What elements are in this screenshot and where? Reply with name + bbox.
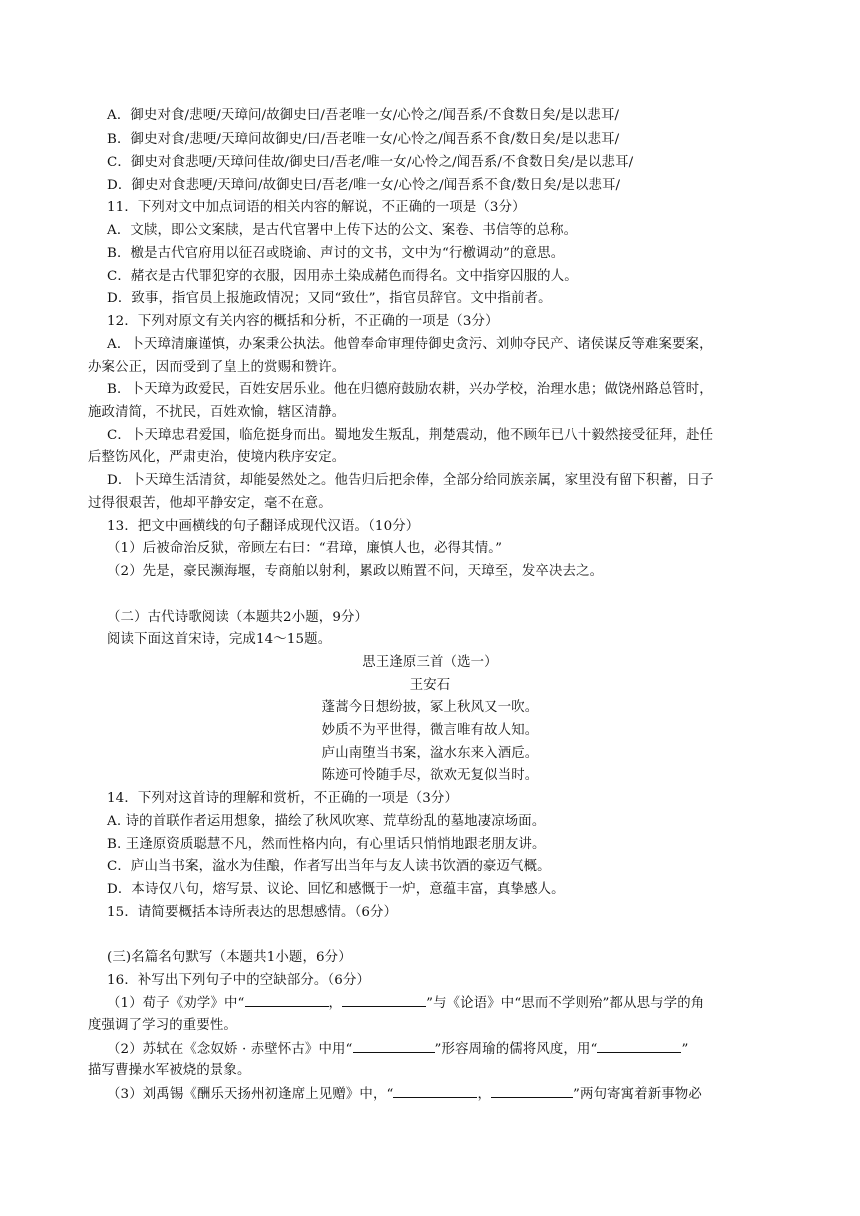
q10-option-a: A．御史对食/悲哽/天璋问/故御史曰/吾老唯一女/心怜之/闻吾系/不食数日矣/是以悲耳/ [107, 108, 620, 123]
q14-option-c: C．庐山当书案，湓水为佳酿，作者写出当年与友人读书饮酒的豪迈气概。 [107, 859, 551, 874]
q14-option-b: B. 王逢原资质聪慧不凡，然而性格内向，有心里话只悄悄地跟老朋友讲。 [107, 837, 546, 852]
fill-blank[interactable] [393, 1085, 477, 1098]
q10-option-b: B．御史对食/悲哽/天璋问故御史/曰/吾老唯一女/心怜之/闻吾系不食/数日矣/是以悲耳/ [107, 132, 620, 147]
poem-line-1: 蓬蒿今日想纷披，冢上秋风又一吹。 [321, 700, 539, 715]
q16-part2-text-a: （2）苏轼在《念奴娇 · 赤壁怀古》中用“ [107, 1042, 353, 1057]
fill-blank[interactable] [597, 1040, 681, 1053]
q10-option-c: C．御史对食悲哽/天璋问佳故/御史曰/吾老/唯一女/心怜之/闻吾系/不食数日矣/是以悲耳/ [107, 155, 634, 170]
q11-option-d: D．致事，指官员上报施政情况；又同“致仕”，指官员辞官。文中指前者。 [107, 291, 552, 306]
q16-part2-line2: 描写曹操水军被烧的景象。 [88, 1063, 251, 1078]
fill-blank[interactable] [245, 994, 329, 1007]
q12-option-b-line2: 施政清简，不扰民，百姓欢愉，辖区清静。 [88, 405, 346, 420]
q16-part2-text-c: ” [681, 1042, 689, 1057]
q10-option-d: D．御史对食悲哽/天璋问/故御史曰/吾老/唯一女/心怜之/闻吾系不食/数日矣/是以悲耳/ [107, 178, 621, 193]
fill-blank[interactable] [353, 1040, 435, 1053]
q16-part1-line1 [107, 994, 704, 1012]
q16-part3-line1 [107, 1085, 702, 1103]
q16-part1-line2: 度强调了学习的重要性。 [88, 1018, 237, 1033]
q16-part1-text-a: （1）荀子《劝学》中“ [107, 996, 245, 1011]
q12-option-c-line2: 后整饬风化，严肃吏治，使境内秩序安定。 [88, 450, 346, 465]
poem-line-2: 妙质不为平世得，微言唯有故人知。 [321, 723, 539, 738]
q14-stem: 14．下列对这首诗的理解和赏析，不正确的一项是（3分） [107, 791, 458, 806]
q16-part2-line1 [107, 1040, 688, 1058]
q12-option-d-line2: 过得很艰苦，他却平静安定，毫不在意。 [88, 496, 332, 511]
q16-part2-text-b: ”形容周瑜的儒将风度，用“ [434, 1042, 598, 1057]
q16-part3-comma: ， [477, 1087, 492, 1102]
q12-option-a-line1: A．卜天璋清廉谨慎，办案秉公执法。他曾奉命审理侍御史贪污、刘帅夺民产、诸侯谋反等难案要案， [107, 337, 713, 352]
poem-title: 思王逢原三首（选一） [362, 655, 498, 670]
q12-option-a-line2: 办案公正，因而受到了皇上的赏赐和赞许。 [88, 360, 346, 375]
q12-option-c-line1: C．卜天璋忠君爱国，临危挺身而出。蜀地发生叛乱，荆楚震动，他不顾年已八十毅然接受征拜，赴任 [107, 428, 714, 443]
section3-heading: (三)名篇名句默写（本题共1小题，6分） [107, 950, 352, 965]
q13-sentence-2: （2）先是，豪民濒海堰，专商舶以射利，累政以贿置不问，天璋至，发卒决去之。 [107, 564, 604, 579]
q16-stem: 16．补写出下列句子中的空缺部分。（6分） [107, 973, 371, 988]
q16-part3-text-b: ”两句寄寓着新事物必 [573, 1087, 702, 1102]
fill-blank[interactable] [491, 1085, 573, 1098]
q12-option-b-line1: B．卜天璋为政爱民，百姓安居乐业。他在归德府鼓励农耕，兴办学校，治理水患；做饶州路总管时， [107, 382, 713, 397]
q15-stem: 15．请简要概括本诗所表达的思想感情。（6分） [107, 905, 398, 920]
q13-stem: 13．把文中画横线的句子翻译成现代汉语。（10分） [107, 519, 420, 534]
q11-stem: 11．下列对文中加点词语的相关内容的解说，不正确的一项是（3分） [107, 200, 526, 215]
poem-author: 王安石 [409, 678, 451, 693]
q12-stem: 12．下列对原文有关内容的概括和分析，不正确的一项是（3分） [107, 314, 499, 329]
q13-sentence-1: （1）后被命治反狱，帝顾左右曰：“君璋，廉慎人也，必得其情。” [107, 541, 503, 556]
q12-option-d-line1: D．卜天璋生活清贫，却能晏然处之。他告归后把余俸，全部分给同族亲属，家里没有留下积蓄，日子 [107, 473, 714, 488]
section2-intro: 阅读下面这首宋诗，完成14～15题。 [107, 632, 332, 647]
q16-part1-text-b: ”与《论语》中“思而不学则殆”都从思与学的角 [426, 996, 705, 1011]
q14-option-a: A. 诗的首联作者运用想象，描绘了秋风吹寒、荒草纷乱的墓地凄凉场面。 [107, 814, 546, 829]
q16-part1-comma: ， [328, 996, 343, 1011]
fill-blank[interactable] [342, 994, 426, 1007]
poem-line-3: 庐山南堕当书案，湓水东来入酒卮。 [321, 746, 539, 761]
q14-option-d: D．本诗仅八句，熔写景、议论、回忆和感慨于一炉，意蕴丰富，真挚感人。 [107, 882, 565, 897]
q11-option-a: A．文牍，即公文案牍，是古代官署中上传下达的公文、案卷、书信等的总称。 [107, 223, 578, 238]
section2-heading: （二）古代诗歌阅读（本题共2小题，9分） [107, 610, 369, 625]
poem-line-4: 陈迹可怜随手尽，欲欢无复似当时。 [321, 768, 539, 783]
q11-option-c: C．赭衣是古代罪犯穿的衣服，因用赤土染成赭色而得名。文中指穿囚服的人。 [107, 269, 578, 284]
q16-part3-text-a: （3）刘禹锡《酬乐天扬州初逢席上见赠》中，“ [107, 1087, 394, 1102]
q11-option-b: B．檄是古代官府用以征召或晓谕、声讨的文书，文中为“行檄调动”的意思。 [107, 246, 565, 261]
